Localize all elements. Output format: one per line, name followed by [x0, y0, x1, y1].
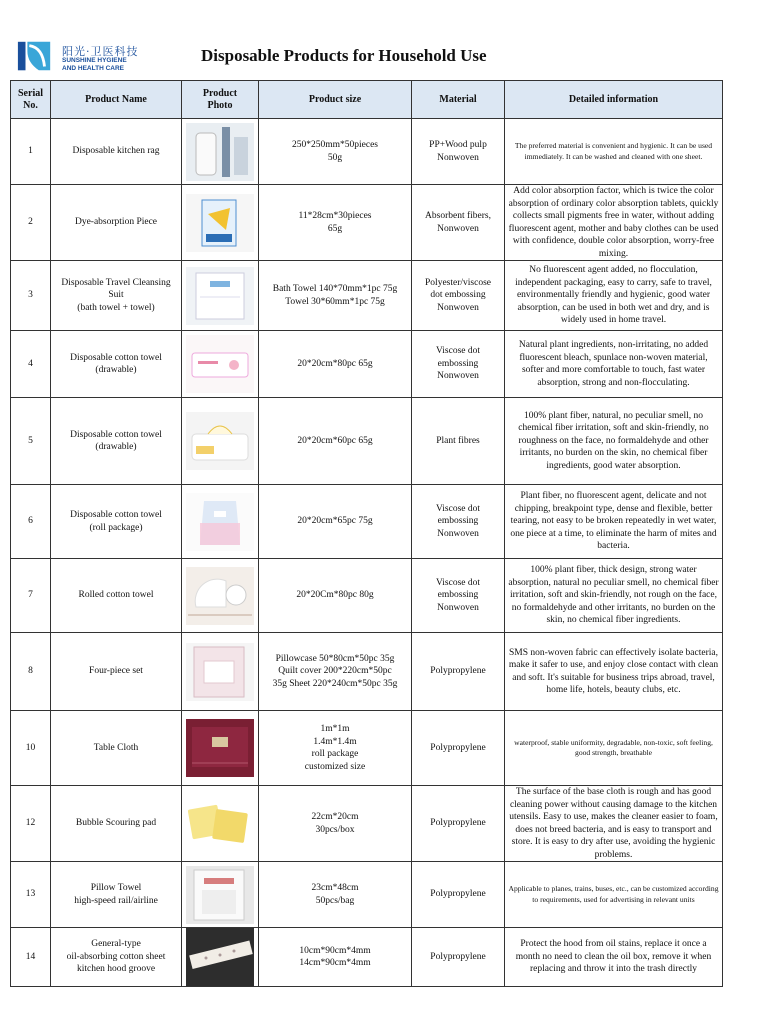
table-row [11, 786, 723, 862]
product-name [51, 711, 182, 786]
material [412, 398, 505, 485]
bedding-set-icon [186, 643, 254, 701]
product-name-line: Disposable cotton towel [70, 429, 162, 440]
material-line: Polypropylene [430, 742, 486, 753]
column-header-line: Serial [18, 87, 43, 99]
product-photo [182, 559, 259, 633]
product-size [259, 185, 412, 261]
serial-number: 14 [11, 928, 51, 987]
product-size [259, 398, 412, 485]
material-line: embossing [437, 358, 479, 369]
product-name-line: kitchen hood groove [76, 964, 156, 975]
serial-number: 12 [11, 786, 51, 862]
product-size-line: Pillowcase 50*80cm*50pc 35g [275, 653, 395, 664]
column-header [182, 81, 259, 119]
material-line: Nonwoven [437, 371, 479, 382]
product-size [259, 633, 412, 711]
table-row [11, 398, 723, 485]
column-header-line: Material [439, 93, 477, 105]
column-header [412, 81, 505, 119]
product-size-line: 1.4m*1.4m [313, 736, 357, 747]
product-name-line: General-type [91, 939, 141, 950]
material-line: embossing [437, 516, 479, 527]
product-name [51, 331, 182, 398]
table-header-row [11, 81, 723, 119]
product-photo [182, 485, 259, 559]
product-size-line: 20*20Cm*80pc 80g [296, 590, 374, 601]
dye-absorption-box-icon [186, 194, 254, 252]
material [412, 711, 505, 786]
serial-number: 13 [11, 862, 51, 928]
serial-number: 2 [11, 185, 51, 261]
column-header-line: Product size [308, 93, 362, 105]
product-photo [182, 633, 259, 711]
detailed-information: Plant fiber, no fluorescent agent, delicate and not chipping, breakpoint type, dense and flexible, better tearing, not easy to be broken repeatedly in wet water, one piece at a time, to eliminate the harm of mites and bacteria. [505, 485, 723, 559]
rolled-towel-icon [186, 567, 254, 625]
product-size-line: 23cm*48cm [311, 883, 359, 893]
product-size [259, 711, 412, 786]
material-line: Absorbent fibers, [425, 211, 491, 221]
detailed-information: 100% plant fiber, thick design, strong water absorption, natural no peculiar smell, no chemical fiber irritation, soft and skin-friendly, not rough on the face, no formaldehyde and other irritants, no burden on the skin, no chemical fiber ingredients. [505, 559, 723, 633]
material [412, 185, 505, 261]
material-line: Nonwoven [437, 528, 479, 539]
material-line: Nonwoven [437, 223, 479, 234]
material-line: Viscose dot [435, 346, 481, 357]
product-size-line: Bath Towel 140*70mm*1pc 75g [272, 284, 398, 294]
scouring-pad-icon [186, 795, 254, 853]
table-cloth-icon [186, 719, 254, 777]
product-name-line: oil-absorbing cotton sheet [66, 951, 166, 962]
serial-number: 7 [11, 559, 51, 633]
product-size-line: 1m*1m [320, 724, 350, 734]
product-size-line: 65g [327, 223, 343, 234]
column-header [259, 81, 412, 119]
product-name-line: Disposable cotton towel [70, 510, 162, 520]
product-photo [182, 331, 259, 398]
product-size [259, 559, 412, 633]
product-photo [182, 261, 259, 331]
serial-number: 3 [11, 261, 51, 331]
product-photo [182, 928, 259, 987]
logo-english-line-1: SUNSHINE HYGIENE [62, 57, 127, 64]
product-size [259, 862, 412, 928]
product-name-line: Disposable kitchen rag [72, 146, 160, 157]
table-row [11, 331, 723, 398]
product-name-line: Pillow Towel [90, 883, 142, 893]
product-name-line: high-speed rail/airline [74, 895, 158, 906]
product-name [51, 398, 182, 485]
serial-number: 5 [11, 398, 51, 485]
detailed-information: waterproof, stable uniformity, degradable, non-toxic, soft feeling, good strength, breathable [505, 711, 723, 786]
product-size [259, 331, 412, 398]
material-line: Nonwoven [437, 602, 479, 613]
serial-number: 8 [11, 633, 51, 711]
document-title: Disposable Products for Household Use [201, 46, 487, 65]
material [412, 862, 505, 928]
product-name-line: (drawable) [95, 442, 137, 452]
material [412, 261, 505, 331]
product-photo [182, 119, 259, 185]
product-name-line: Disposable cotton towel [70, 352, 162, 363]
table-row [11, 185, 723, 261]
material [412, 928, 505, 987]
detailed-information: Applicable to planes, trains, buses, etc., can be customized according to requirements, used for advertising in relevant units [505, 862, 723, 928]
column-header-line: Product [202, 87, 238, 99]
detailed-information: Protect the hood from oil stains, replace it once a month no need to clean the oil box, remove it when replacing and throw it into the trash directly [505, 928, 723, 987]
table-row [11, 261, 723, 331]
material-line: Nonwoven [437, 302, 479, 313]
material-line: Nonwoven [437, 152, 479, 163]
product-photo [182, 711, 259, 786]
product-name [51, 633, 182, 711]
product-name-line: Rolled cotton towel [78, 590, 154, 601]
detailed-information: Natural plant ingredients, non-irritating, no added fluorescent bleach, spunlace non-woven material, softer and more comfortable to touch, fast water absorption, strong and non-flocculating. [505, 331, 723, 398]
serial-number: 6 [11, 485, 51, 559]
product-photo [182, 398, 259, 485]
product-name-line: Disposable Travel Cleansing [61, 277, 171, 288]
product-name-line: Bubble Scouring pad [75, 818, 157, 829]
column-header [11, 81, 51, 119]
product-size-line: 50g [327, 152, 343, 163]
product-size-line: 14cm*90cm*4mm [299, 958, 371, 968]
material-line: Plant fibres [436, 435, 480, 446]
material-line: Polypropylene [430, 889, 486, 900]
column-header-line: Product Name [85, 93, 147, 105]
table-row [11, 119, 723, 185]
product-size-line: 10cm*90cm*4mm [299, 945, 371, 956]
material-line: Viscose dot [435, 503, 481, 514]
product-name-line: Dye-absorption Piece [74, 217, 158, 228]
product-size-line: 20*20cm*60pc 65g [297, 435, 373, 446]
product-name [51, 485, 182, 559]
page-header [0, 0, 768, 80]
product-name [51, 261, 182, 331]
product-size-line: Towel 30*60mm*1pc 75g [285, 296, 385, 307]
product-size-line: roll package [311, 749, 359, 759]
oil-absorbing-sheet-icon [186, 928, 254, 986]
product-name-line: (roll package) [89, 522, 143, 533]
table-row [11, 633, 723, 711]
material [412, 633, 505, 711]
product-name-line: (bath towel + towel) [77, 302, 155, 313]
detailed-information: SMS non-woven fabric can effectively isolate bacteria, make it safer to use, and enjoy close contact with clean and soft. It's suitable for business trips abroad, travel, home life, hotels, beauty clubs, etc. [505, 633, 723, 711]
product-size-line: 22cm*20cm [311, 812, 359, 822]
product-name-line: Four-piece set [89, 666, 143, 677]
column-header-line: Photo [207, 99, 233, 111]
material-line: dot embossing [430, 290, 486, 301]
product-name-line: Table Cloth [93, 742, 139, 753]
product-photo [182, 185, 259, 261]
product-name [51, 559, 182, 633]
product-name-line: Suit [108, 290, 124, 301]
product-name [51, 185, 182, 261]
serial-number: 10 [11, 711, 51, 786]
table-row [11, 711, 723, 786]
detailed-information: The surface of the base cloth is rough and has good cleaning power without causing damage to the kitchen utensils. Easy to use, makes the cleaner easier to foam, does not breed bacteria, and is easy to transport and store. It is easy to dry after use, avoiding the hygienic problems. [505, 786, 723, 862]
column-header-line: No. [23, 99, 38, 111]
material-line: embossing [437, 590, 479, 601]
product-name [51, 119, 182, 185]
table-row [11, 559, 723, 633]
cotton-towel-pack-icon [186, 335, 254, 393]
material-line: Polypropylene [430, 818, 486, 829]
product-size-line: 50pcs/bag [315, 895, 355, 906]
material-line: Viscose dot [435, 577, 481, 588]
pillow-towel-icon [186, 866, 254, 924]
roll-package-icon [186, 493, 254, 551]
product-size-line: 30pcs/box [315, 824, 355, 835]
serial-number: 1 [11, 119, 51, 185]
travel-towel-pack-icon [186, 267, 254, 325]
material [412, 331, 505, 398]
product-size-line: customized size [304, 761, 366, 772]
product-size [259, 485, 412, 559]
table-row [11, 928, 723, 987]
material [412, 485, 505, 559]
detailed-information: No fluorescent agent added, no flocculation, independent packaging, easy to carry, safe to travel, environmentally friendly and hygienic, good water absorption, can be used in both wet and dry, and is widely used in home travel. [505, 261, 723, 331]
product-name [51, 862, 182, 928]
product-size-line: 20*20cm*65pc 75g [297, 516, 373, 527]
material [412, 559, 505, 633]
product-photo [182, 862, 259, 928]
column-header [51, 81, 182, 119]
detailed-information: The preferred material is convenient and hygienic. It can be used immediately. It can be washed and cleaned with one sheet. [505, 119, 723, 185]
product-name [51, 928, 182, 987]
product-name-line: (drawable) [95, 365, 137, 375]
product-size-line: Quilt cover 200*220cm*50pc [278, 666, 392, 677]
table-row [11, 862, 723, 928]
product-size [259, 119, 412, 185]
material [412, 786, 505, 862]
product-size [259, 786, 412, 862]
product-size-line: 35g Sheet 220*240cm*50pc 35g [272, 678, 398, 689]
material-line: Polypropylene [430, 951, 486, 962]
product-size-line: 20*20cm*80pc 65g [297, 358, 373, 369]
logo-english-line-2: AND HEALTH CARE [62, 65, 124, 72]
serial-number: 4 [11, 331, 51, 398]
table-row [11, 485, 723, 559]
material-line: PP+Wood pulp [429, 140, 487, 150]
product-photo [182, 786, 259, 862]
material [412, 119, 505, 185]
product-size-line: 11*28cm*30pieces [298, 211, 372, 221]
tissue-box-icon [186, 412, 254, 470]
material-line: Polypropylene [430, 666, 486, 677]
logo-chinese-name: 阳光·卫医科技 [62, 45, 139, 58]
product-size [259, 928, 412, 987]
column-header [505, 81, 723, 119]
kitchen-rag-roll-icon [186, 123, 254, 181]
product-name [51, 786, 182, 862]
material-line: Polyester/viscose [425, 277, 491, 288]
detailed-information: 100% plant fiber, natural, no peculiar smell, no chemical fiber irritation, soft and skin-friendly, no roughness on the face, no formaldehyde and other irritants, no burden on the skin, no chemical fiber ingredients, good water absorption. [505, 398, 723, 485]
detailed-information: Add color absorption factor, which is twice the color absorption of ordinary color absorption tablets, quickly collects small pigments free in water, without adding fluorescent agent, mother and baby clothes can be used with confidence, double color absorption, worry-free mixing. [505, 185, 723, 261]
product-size-line: 250*250mm*50pieces [291, 140, 378, 150]
sunshine-logo-icon [16, 38, 54, 76]
column-header-line: Detailed information [568, 93, 659, 105]
product-size [259, 261, 412, 331]
products-table [10, 80, 723, 987]
